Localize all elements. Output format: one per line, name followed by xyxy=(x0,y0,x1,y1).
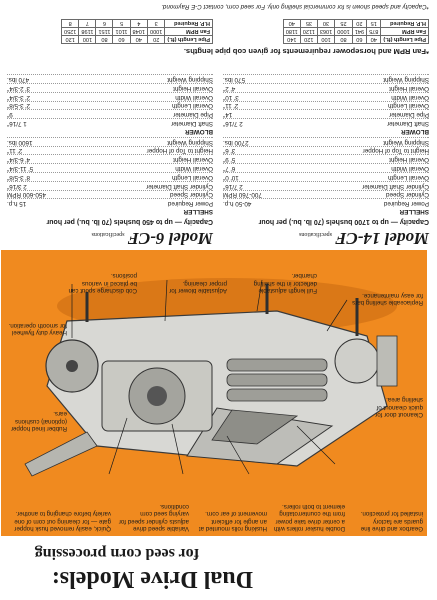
table-cell: 1048 xyxy=(130,28,147,36)
table-cell: 20 xyxy=(352,20,366,28)
spec-label: Overall Width xyxy=(391,165,429,173)
table-cell: 875 xyxy=(367,28,381,36)
model-14-spec-row xyxy=(223,137,429,146)
page-title: Dual Drive Models: xyxy=(51,566,253,592)
model-14-spec-row xyxy=(223,83,429,92)
spec-value: 2' 11" xyxy=(7,147,23,155)
table-cell: 8 xyxy=(61,20,78,28)
spec-label: Overall Length xyxy=(172,102,213,110)
spec-value: 10' 0" xyxy=(223,173,239,181)
capacity-footnote: *Capacity and speed shown is for commercial shelling only. For seed corn, contact C-E Raymond. xyxy=(161,3,429,10)
spec-value: 3' 2-3/4" xyxy=(7,84,31,92)
callout-cleanout-door: Cleanout door for quick cleanout of shelling area. xyxy=(375,396,423,418)
table-cell: 1120 xyxy=(300,28,317,36)
table-cell: 100 xyxy=(317,36,334,44)
model-14-spec-row xyxy=(223,74,429,83)
table-cell: 3 xyxy=(147,20,164,28)
title-band xyxy=(0,528,437,600)
spec-value: 450-600 RPM xyxy=(7,191,46,199)
spec-label: Shaft Diameter xyxy=(387,120,429,128)
table-cell: 1000 xyxy=(335,28,352,36)
spec-value: 6' 7" xyxy=(223,165,236,173)
model-14-spec-row xyxy=(223,101,429,110)
spec-value: 2 3/16" xyxy=(7,182,27,190)
table-cell: 4 xyxy=(130,20,147,28)
spec-label: Overall Height xyxy=(389,84,429,92)
table-header-cell: Pipe Length (ft.) xyxy=(165,36,213,44)
callout-blower: Adjustable blower for proper cleaning. xyxy=(169,279,227,294)
model-6-group-heading: BLOWER xyxy=(185,127,213,135)
model-6-groups xyxy=(7,74,213,215)
spec-label: Overall Height xyxy=(173,156,213,164)
model-14-spec-row xyxy=(223,181,429,190)
model-14-spec-row xyxy=(223,154,429,163)
spec-value: 2' 3-3/4" xyxy=(7,93,31,101)
spec-label: Overall Width xyxy=(391,93,429,101)
spec-label: Overall Width xyxy=(175,165,213,173)
table-cell: 20 xyxy=(147,36,164,44)
callout-cob-spout: Cob discharge spout can be placed in various positions. xyxy=(68,272,137,294)
table-cell: 15 xyxy=(367,20,381,28)
model-6-table-row xyxy=(61,28,212,36)
table-cell: 40 xyxy=(130,36,147,44)
spec-value: 8' 3-5/8" xyxy=(7,173,31,181)
model-14-spec-row xyxy=(223,109,429,118)
spec-value: 2 7/16" xyxy=(223,120,243,128)
spec-value: 2' 11" xyxy=(223,102,239,110)
callout-shelling-bars: Replaceable shelling bars for easy maintenance. xyxy=(352,291,423,306)
table-cell: 60 xyxy=(352,36,366,44)
spec-label: Shaft Diameter xyxy=(171,120,213,128)
spec-label: Shipping Weight xyxy=(167,138,213,146)
table-cell: 1000 xyxy=(147,28,164,36)
spec-label: Cylinder Shaft Diameter xyxy=(362,182,429,190)
model-6-spec-row xyxy=(7,83,213,92)
spec-label: Pipe Diameter xyxy=(173,111,213,119)
table-cell: 120 xyxy=(61,36,78,44)
table-cell: 1101 xyxy=(113,28,130,36)
spec-value: 14" xyxy=(223,111,233,119)
callout-hopper-gate: Quick, easily removed husk hopper gate — for cleaning out corn of one variety before changing to another. xyxy=(14,510,111,532)
table-cell: 1198 xyxy=(79,28,96,36)
model-6-spec-row xyxy=(7,137,213,146)
model-14-group-heading: SHELLER xyxy=(399,208,429,215)
spec-label: Power Required xyxy=(383,200,429,208)
callout-flywheel: Heavy duty flywheel for smooth operation. xyxy=(8,321,67,336)
table-cell: 80 xyxy=(96,36,113,44)
callout-husker-rollers: Double husker rollers with a center drive take power from the counterrotating element to both rollers. xyxy=(273,502,345,532)
table-cell: 80 xyxy=(335,36,352,44)
spec-label: Cylinder Shaft Diameter xyxy=(146,182,213,190)
table-cell: 100 xyxy=(79,36,96,44)
spec-value: 2' 3-5/8" xyxy=(7,102,31,110)
callout-husking-rolls: Husking rolls mounted at an angle for efficient movement of ear corn. xyxy=(198,510,267,532)
table-cell: 40 xyxy=(367,36,381,44)
spec-label: Overall Length xyxy=(172,173,213,181)
table-cell: 1180 xyxy=(283,28,300,36)
model-6-spec-row xyxy=(7,154,213,163)
spec-value: 700-760 RPM xyxy=(223,191,262,199)
spec-value: 5' 9" xyxy=(223,156,236,164)
model-14-groups xyxy=(223,74,429,215)
spec-value: 3' 6" xyxy=(223,147,236,155)
table-cell: 1063 xyxy=(317,28,334,36)
table-cell: 60 xyxy=(113,36,130,44)
table-cell: 1250 xyxy=(61,28,78,36)
spec-label: Shipping Weight xyxy=(167,76,213,84)
table-cell: 120 xyxy=(300,36,317,44)
model-6-title: Model 6-CFspecifications xyxy=(91,229,213,248)
spec-value: 2 7/16" xyxy=(223,182,243,190)
model-6-spec-row xyxy=(7,118,213,127)
spec-value: 15 h.p. xyxy=(7,200,27,208)
table-cell: 1151 xyxy=(96,28,113,36)
table-header-cell: H.P. Required xyxy=(165,20,213,28)
spec-value: 470 lbs. xyxy=(7,76,30,84)
table-header-cell: Fan RPM xyxy=(165,28,213,36)
table-cell: 7 xyxy=(79,20,96,28)
model-6-rpm-table xyxy=(61,19,213,44)
table-cell: 30 xyxy=(317,20,334,28)
page-subtitle: for seed corn processing xyxy=(34,545,199,562)
spec-value: 4' 2" xyxy=(223,84,236,92)
model-6-spec-row xyxy=(7,181,213,190)
table-cell: 941 xyxy=(352,28,366,36)
callout-rubber-hopper: Rubber lined hopper (optional) cushions ears. xyxy=(10,410,67,432)
model-6-spec-row xyxy=(7,190,213,199)
spec-value: 3' 10" xyxy=(223,93,239,101)
spec-value: 2700 lbs. xyxy=(223,138,249,146)
spec-label: Overall Length xyxy=(388,102,429,110)
spec-label: Pipe Diameter xyxy=(389,111,429,119)
model-14-spec xyxy=(223,58,429,248)
model-6-table-row xyxy=(61,36,212,44)
spec-value: 570 lbs. xyxy=(223,76,246,84)
model-14-title: Model 14-CFspecifications xyxy=(299,229,429,248)
spec-label: Height to Top of Hopper xyxy=(362,147,429,155)
table-cell: 35 xyxy=(300,20,317,28)
model-14-capacity: Capacity — up to 1700 bushels (70 lb. bu.) per hour xyxy=(258,218,429,225)
model-14-spec-row xyxy=(223,146,429,155)
table-cell: 25 xyxy=(335,20,352,28)
model-14-spec-row xyxy=(223,92,429,101)
model-6-spec-row xyxy=(7,172,213,181)
model-6-spec-row xyxy=(7,101,213,110)
model-6-capacity: Capacity — up to 450 bushels (70 lb. bu.) per hour xyxy=(46,218,213,225)
spec-value: 40-50 h.p. xyxy=(223,200,252,208)
callout-guards: Gearbox and drive line guards are factory installed for protection. xyxy=(360,510,423,532)
spec-label: Height to Top of Hopper xyxy=(146,147,213,155)
model-14-spec-row xyxy=(223,190,429,199)
table-header-cell: Pipe Length (ft.) xyxy=(381,36,429,44)
table-header-cell: Fan RPM xyxy=(381,28,429,36)
model-6-spec-row xyxy=(7,92,213,101)
spec-label: Overall Width xyxy=(175,93,213,101)
model-6-spec xyxy=(7,58,213,248)
model-6-spec-row xyxy=(7,198,213,207)
table-cell: 5 xyxy=(113,20,130,28)
model-6-spec-row xyxy=(7,74,213,83)
model-6-spec-row xyxy=(7,146,213,155)
spec-label: Overall Height xyxy=(389,156,429,164)
spec-label: Overall Length xyxy=(388,173,429,181)
model-6-table-row xyxy=(61,20,212,28)
spec-label: Cylinder Speed xyxy=(385,191,429,199)
table-header-cell: H.P. Required xyxy=(381,20,429,28)
spec-value: 4' 6-3/4" xyxy=(7,156,31,164)
model-14-table-row xyxy=(283,36,428,44)
callout-variable-speed: Variable speed drive adjusts cylinder speed for varying seed corn conditions. xyxy=(118,502,189,532)
rpm-note: *Fan RPM and horsepower requirements for given cob pipe lengths. xyxy=(183,47,429,56)
model-14-spec-row xyxy=(223,118,429,127)
callout-deflector: Full length adjustable deflector in the shelling chamber. xyxy=(253,272,317,294)
machine-photo-panel xyxy=(1,250,427,536)
table-cell: 140 xyxy=(283,36,300,44)
model-14-spec-row xyxy=(223,198,429,207)
table-cell: 6 xyxy=(96,20,113,28)
model-14-group-heading: BLOWER xyxy=(401,127,429,135)
model-14-spec-row xyxy=(223,172,429,181)
model-6-spec-row xyxy=(7,163,213,172)
spec-value: 5' 11-3/4" xyxy=(7,165,34,173)
spec-value: 1600 lbs. xyxy=(7,138,33,146)
model-14-spec-row xyxy=(223,163,429,172)
spec-label: Shipping Weight xyxy=(383,138,429,146)
spec-value: 1 7/16" xyxy=(7,120,27,128)
model-14-table-row xyxy=(283,20,428,28)
model-6-group-heading: SHELLER xyxy=(183,208,213,215)
spec-label: Overall Height xyxy=(173,84,213,92)
spec-label: Cylinder Speed xyxy=(169,191,213,199)
model-14-rpm-table xyxy=(283,19,429,44)
table-cell: 40 xyxy=(283,20,300,28)
model-6-spec-row xyxy=(7,109,213,118)
spec-label: Power Required xyxy=(167,200,213,208)
model-14-table-row xyxy=(283,28,428,36)
spec-value: 9" xyxy=(7,111,13,119)
spec-label: Shipping Weight xyxy=(383,76,429,84)
